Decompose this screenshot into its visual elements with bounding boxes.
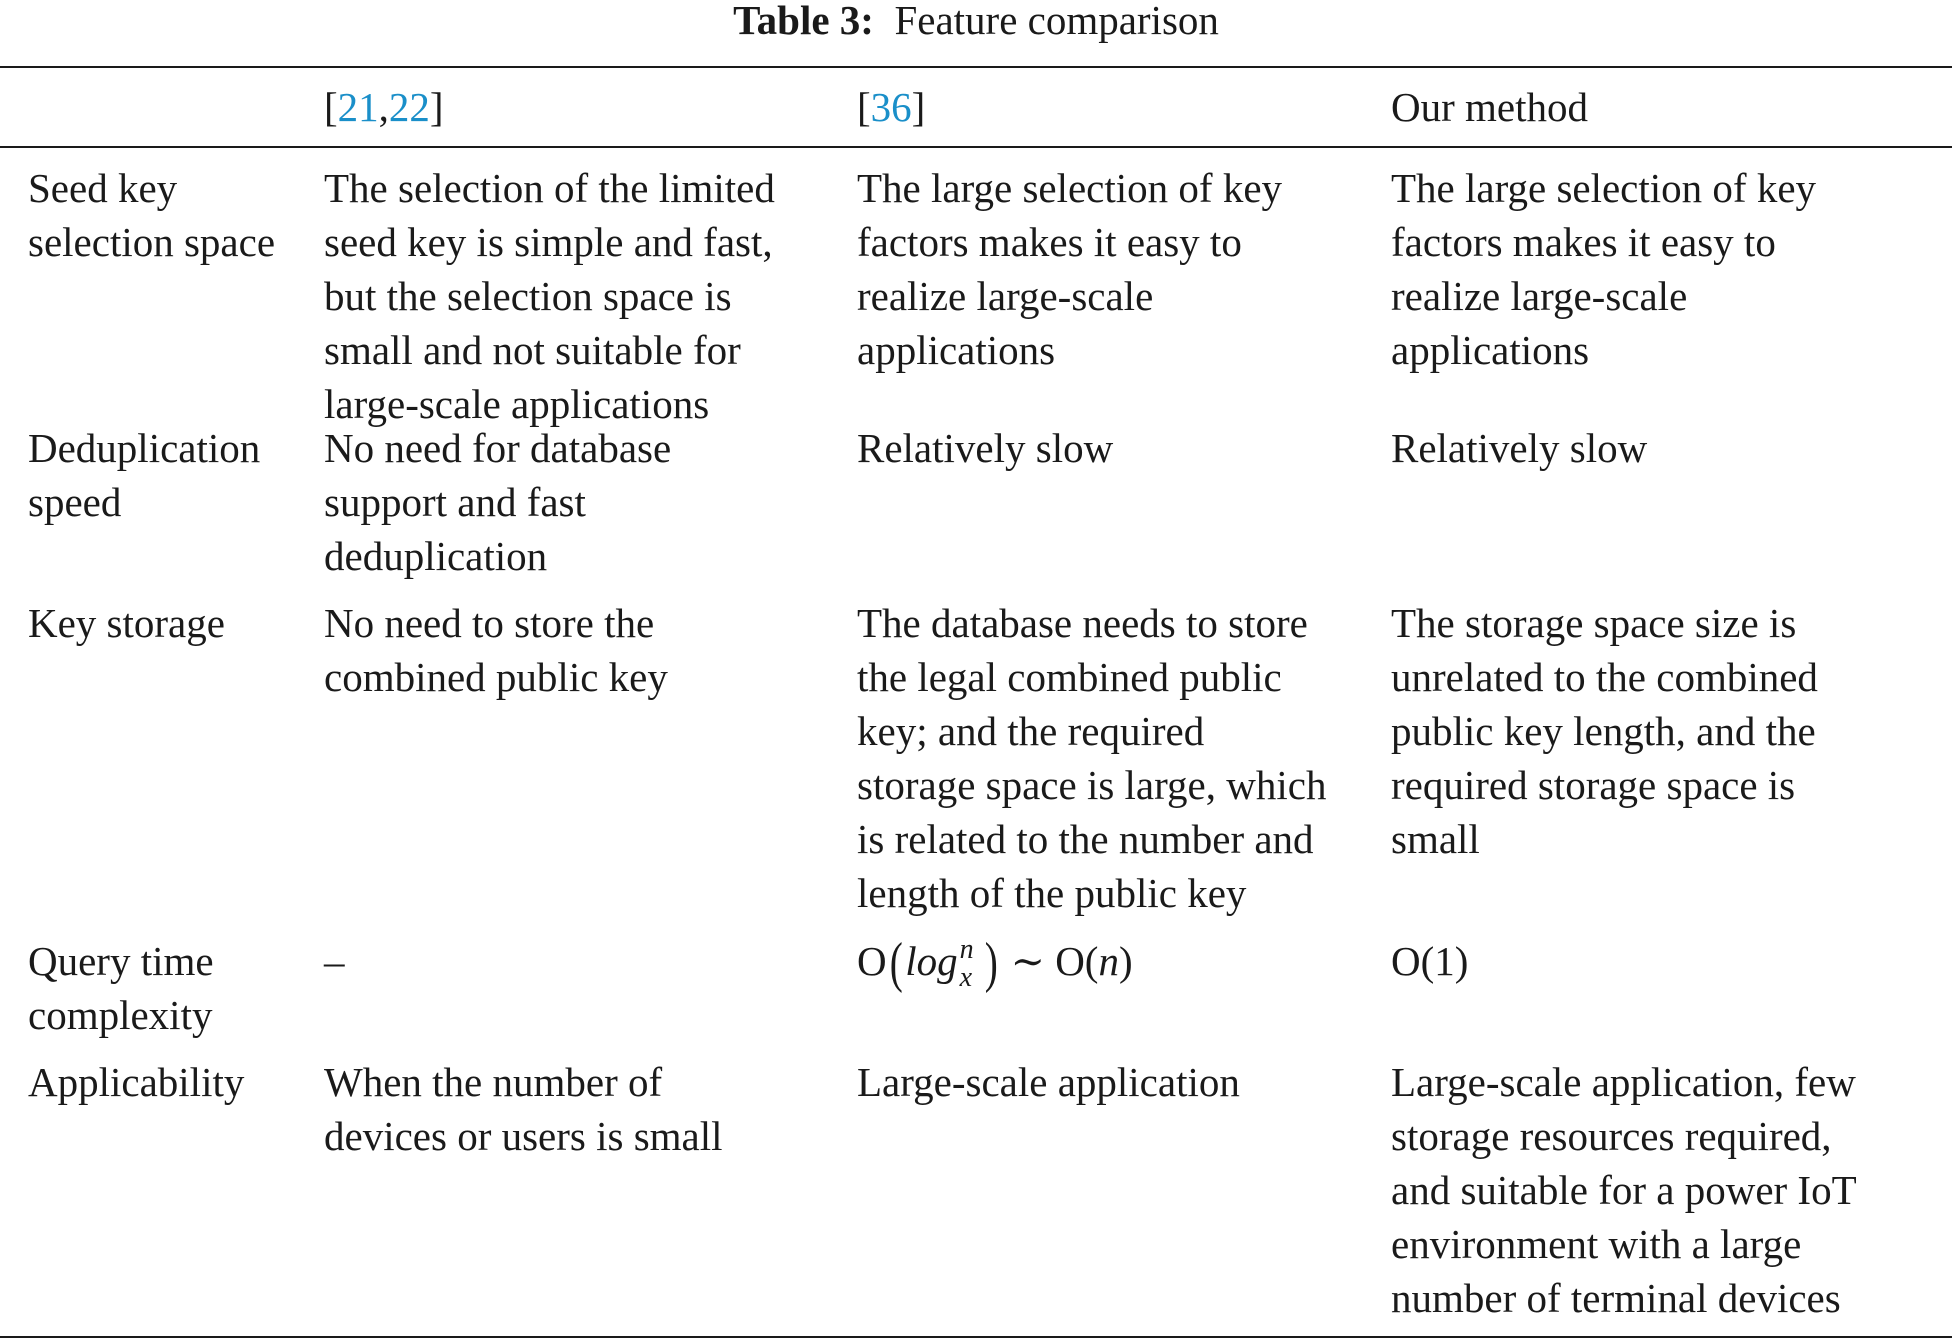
row-cell-ours: Relatively slow [1391, 425, 1648, 471]
row-cell-ref-36: Large-scale application [857, 1059, 1240, 1105]
row-cell-ours: The storage space size is unrelated to the combined public key length, and the required storage space is small [1391, 600, 1818, 862]
row-cell-refs-21-22: When the number of devices or users is small [324, 1059, 723, 1159]
table-label: Table 3: [733, 0, 874, 43]
row-feature: Applicability [28, 1059, 245, 1105]
row-cell-ref-36: The database needs to store the legal combined public key; and the required storage space is large, which is related to the number and length of the public key [857, 600, 1327, 916]
row-cell-ref-36: The large selection of key factors makes it easy to realize large-scale applications [857, 165, 1283, 373]
row-cell-ours: O(1) [1391, 938, 1469, 984]
row-cell-ref-36: Relatively slow [857, 425, 1114, 471]
row-cell-refs-21-22: The selection of the limited seed key is simple and fast, but the selection space is small and not suitable for large-scale applications [324, 165, 775, 427]
row-feature: Query time complexity [28, 938, 214, 1038]
row-cell-refs-21-22: – [324, 938, 345, 984]
row-cell-ours: Large-scale application, few storage resources required, and suitable for a power IoT environment with a large number of terminal devices [1391, 1059, 1857, 1321]
row-cell-refs-21-22: No need to store the combined public key [324, 600, 668, 700]
row-cell-ours: The large selection of key factors makes it easy to realize large-scale applications [1391, 165, 1817, 373]
top-rule [0, 66, 1952, 68]
row-feature: Deduplication speed [28, 425, 261, 525]
row-feature: Seed key selection space [28, 165, 276, 265]
bottom-rule [0, 1336, 1952, 1338]
header-our-method: Our method [1391, 84, 1588, 130]
row-cell-ref-36-formula: O(log n x ) ∼ O(n) [857, 932, 1133, 994]
citation-link-22[interactable]: 22 [388, 84, 430, 130]
header-refs-21-22: [21,22] [324, 84, 444, 130]
header-ref-36: [36] [857, 84, 926, 130]
citation-link-21[interactable]: 21 [337, 84, 379, 130]
table-title: Feature comparison [894, 0, 1219, 43]
row-cell-refs-21-22: No need for database support and fast deduplication [324, 425, 672, 579]
row-feature: Key storage [28, 600, 225, 646]
citation-link-36[interactable]: 36 [870, 84, 912, 130]
header-rule [0, 146, 1952, 148]
table-caption [0, 0, 1952, 43]
